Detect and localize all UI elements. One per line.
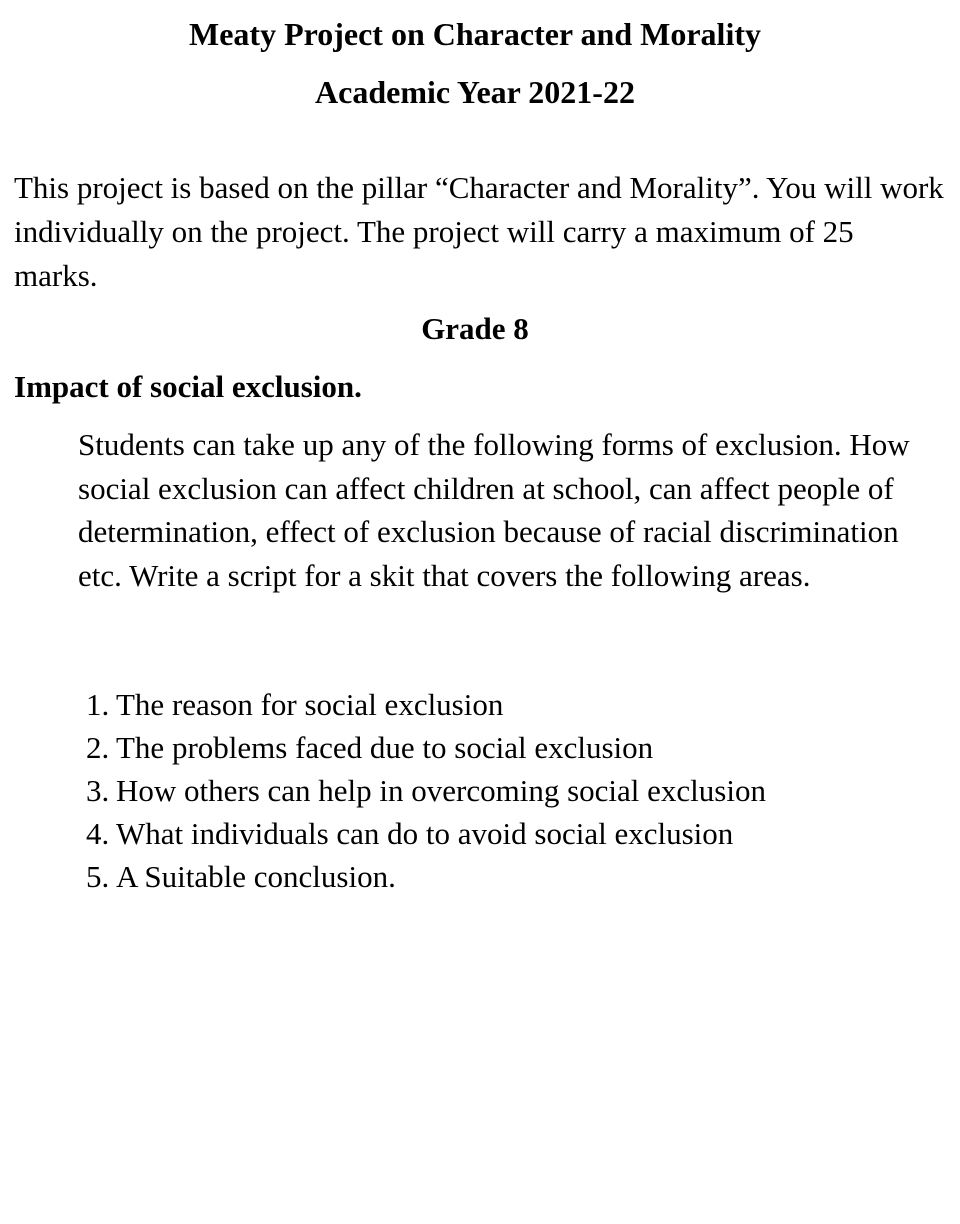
list-item-text: The reason for social exclusion — [116, 687, 504, 722]
list-item — [86, 726, 946, 769]
list-item — [86, 769, 946, 812]
topic-heading: Impact of social exclusion. — [14, 369, 362, 404]
list-item-text: What individuals can do to avoid social exclusion — [116, 816, 734, 851]
list-item-number: 3. — [86, 773, 110, 808]
list-item — [86, 812, 946, 855]
list-item-number: 1. — [86, 687, 110, 722]
document-title: Meaty Project on Character and Morality — [189, 16, 761, 52]
list-item-number: 4. — [86, 816, 110, 851]
list-item-number: 2. — [86, 730, 110, 765]
academic-year: Academic Year 2021-22 — [315, 74, 635, 110]
instructions-paragraph: Students can take up any of the following forms of exclusion. How social exclusion can affect children at school, can affect people of determination, effect of exclusion because of racial discrimination etc. Write a script for a skit that covers the following areas. — [78, 427, 910, 593]
list-item — [86, 683, 946, 726]
list-item-text: A Suitable conclusion. — [116, 859, 396, 894]
areas-list — [86, 683, 946, 898]
list-item-text: The problems faced due to social exclusion — [116, 730, 654, 765]
grade-heading: Grade 8 — [421, 311, 529, 346]
list-item — [86, 855, 946, 898]
intro-paragraph: This project is based on the pillar “Character and Morality”. You will work individually on the project. The project will carry a maximum of 25 marks. — [14, 170, 944, 293]
list-item-number: 5. — [86, 859, 110, 894]
list-item-text: How others can help in overcoming social exclusion — [116, 773, 766, 808]
